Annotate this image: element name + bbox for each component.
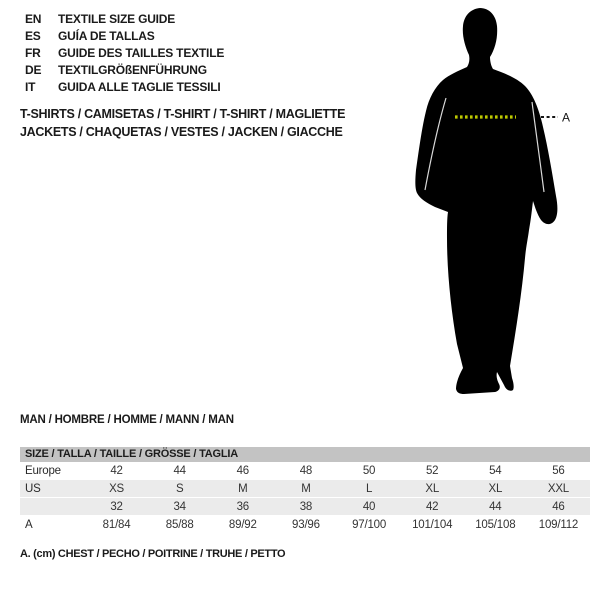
table-cell: 54 [489,465,502,477]
table-cell: M [238,483,248,495]
table-cell: 89/92 [228,519,257,531]
language-row [25,62,224,79]
measure-label-a: A [562,110,571,125]
table-cell: 97/100 [352,519,387,531]
table-cell: XS [109,483,125,495]
table-cell: 40 [362,501,376,513]
man-silhouette-figure [400,0,600,400]
language-code: ES [25,29,41,43]
language-row [25,28,224,45]
table-cell: 101/104 [412,519,453,531]
table-cell: 48 [299,465,313,477]
language-row [25,79,224,96]
language-list [25,11,224,96]
table-cell: 46 [552,501,565,513]
row-label [20,498,85,515]
table-cell: 42 [425,501,439,513]
table-cell: 34 [173,501,186,513]
table-cell: XL [488,483,503,495]
section-title-man: MAN / HOMBRE / HOMME / MANN / MAN [20,414,234,426]
language-row [25,45,224,62]
table-cell: 44 [489,501,502,513]
table-row-chest-a [20,516,590,534]
table-cell: 109/112 [538,519,579,531]
row-label: US [25,483,41,495]
garment-line-tshirts: T-SHIRTS / CAMISETAS / T-SHIRT / T-SHIRT / MAGLIETTE [20,107,346,121]
table-cell: 93/96 [292,519,320,531]
table-row-europe [20,462,590,480]
table-row-us-numeric [20,498,590,516]
table-cell: 46 [236,465,250,477]
language-row [25,11,224,28]
table-cell: S [175,483,184,495]
table-cell: 50 [362,465,376,477]
table-cell: 81/84 [102,519,131,531]
table-cell: 52 [425,465,439,477]
garment-types [20,105,345,141]
language-title: GUÍA DE TALLAS [58,29,155,43]
man-silhouette-svg [400,0,600,400]
language-title: GUIDA ALLE TAGLIE TESSILI [58,80,221,94]
table-cell: L [365,483,373,495]
man-silhouette-shape [415,8,557,394]
table-cell: M [301,483,311,495]
table-cell: 56 [552,465,565,477]
row-label: A [25,519,33,531]
table-cell: 36 [236,501,250,513]
chest-footnote: A. (cm) CHEST / PECHO / POITRINE / TRUHE / PETTO [20,548,286,560]
table-cell: XXL [547,483,569,495]
language-title: GUIDE DES TAILLES TEXTILE [58,46,225,60]
language-code: EN [25,12,42,26]
row-label: Europe [25,465,61,477]
table-cell: 44 [173,465,186,477]
table-row-us [20,480,590,498]
language-code: DE [25,63,42,77]
garment-line-jackets: JACKETS / CHAQUETAS / VESTES / JACKEN / GIACCHE [20,125,343,139]
language-code: IT [25,80,36,94]
table-cell: XL [425,483,440,495]
language-code: FR [25,46,41,60]
table-cell: 42 [110,465,123,477]
table-cell: 105/108 [475,519,516,531]
size-table-header: SIZE / TALLA / TAILLE / GRÖSSE / TAGLIA [20,447,590,462]
table-cell: 85/88 [165,519,194,531]
size-table [20,447,590,534]
table-cell: 32 [110,501,123,513]
table-cell: 38 [299,501,313,513]
language-title: TEXTILGRÖßENFÜHRUNG [58,63,207,77]
language-title: TEXTILE SIZE GUIDE [58,12,176,26]
